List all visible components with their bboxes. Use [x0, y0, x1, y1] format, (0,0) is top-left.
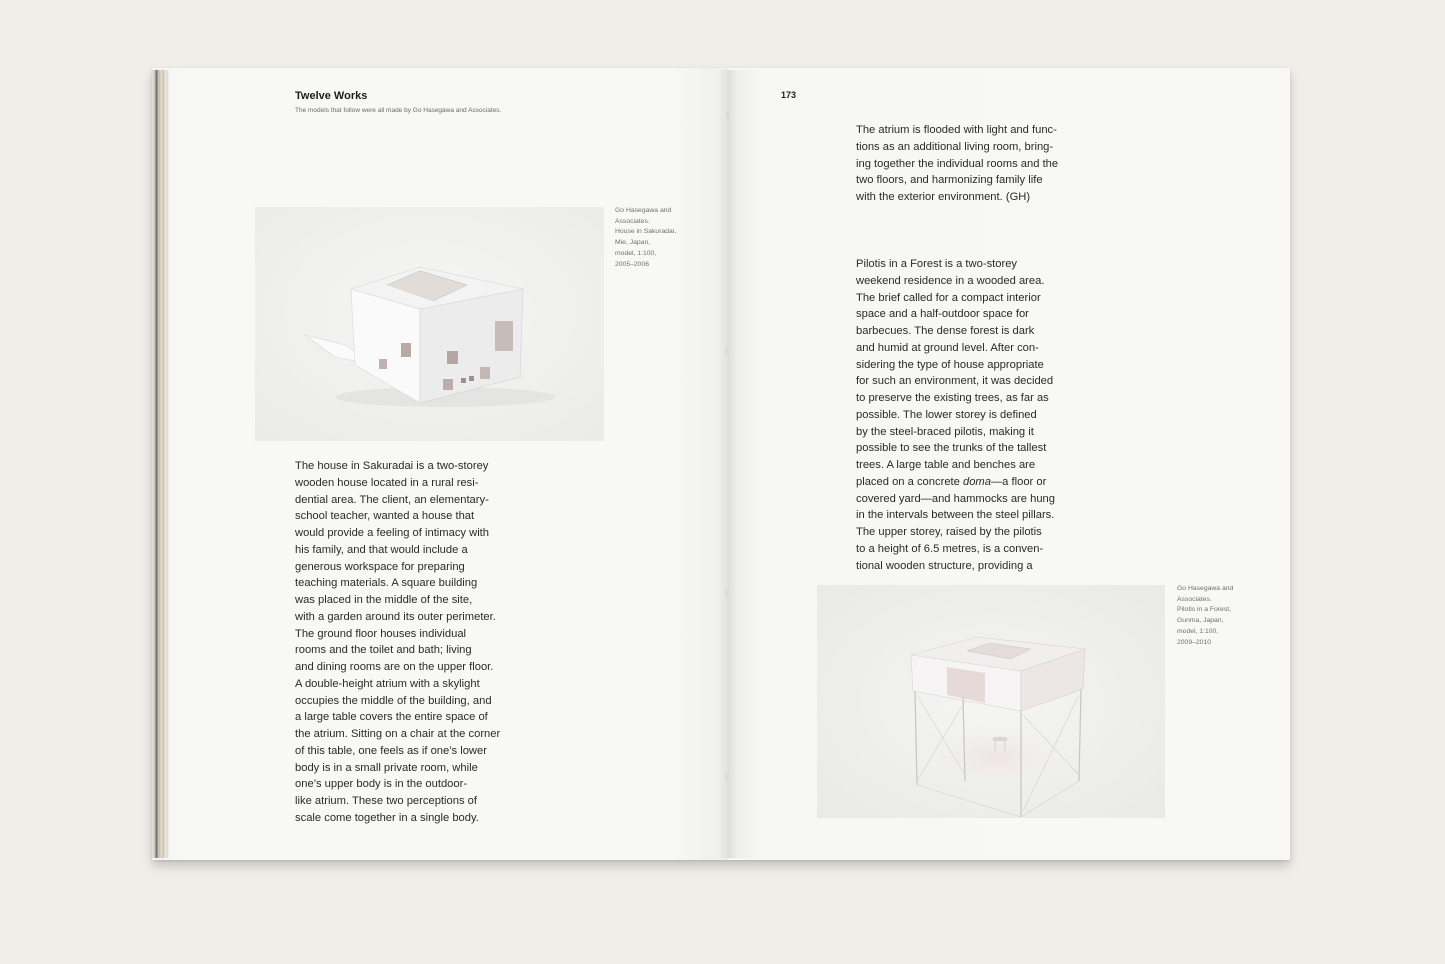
body-line: Pilotis in a Forest is a two-storey	[856, 258, 1018, 270]
body-line: with the exterior environment. (GH)	[856, 191, 1031, 203]
body-line: weekend residence in a wooded area.	[856, 274, 1045, 287]
body-line: of this table, one feels as if one’s lower	[295, 744, 487, 757]
body-line: one’s upper body is in the outdoor-	[295, 778, 468, 791]
sakuradai-body-text	[295, 458, 500, 827]
body-line: possible to see the trunks of the tallest	[856, 442, 1047, 455]
body-line: dential area. The client, an elementary-	[295, 493, 489, 506]
body-line: sidering the type of house appropriate	[856, 358, 1044, 371]
body-line: A double-height atrium with a skylight	[295, 677, 480, 690]
gutter-stitch	[726, 112, 729, 118]
body-line: would provide a feeling of intimacy with	[295, 527, 490, 539]
body-line: wooden house located in a rural resi-	[295, 476, 479, 489]
body-line: to a height of 6.5 metres, is a conven-	[856, 542, 1044, 555]
house-in-sakuradai-model-photo	[255, 207, 604, 441]
body-line: The ground floor houses individual	[295, 627, 467, 640]
pilotis-body-text	[856, 256, 1055, 574]
body-line: ing together the individual rooms and the	[856, 157, 1059, 170]
body-line: two floors, and harmonizing family life	[856, 174, 1043, 187]
body-line: scale come together in a single body.	[295, 811, 479, 824]
body-line: generous workspace for preparing	[295, 560, 465, 573]
body-line: covered yard—and hammocks are hung	[856, 492, 1055, 505]
house-in-sakuradai-caption: Go Hasegawa and Associates. House in Sakuradai, Mie, Japan, model, 1:100, 2005–2006	[615, 207, 677, 268]
body-line: by the steel-braced pilotis, making it	[856, 425, 1034, 438]
doma-line-after: —a floor or	[990, 475, 1047, 488]
body-line: The brief called for a compact interior	[856, 291, 1041, 304]
gutter-stitch	[726, 774, 729, 780]
body-line: the atrium. Sitting on a chair at the corner	[295, 728, 501, 740]
body-line: like atrium. These two perceptions of	[295, 795, 477, 807]
doma-italic-term: doma	[962, 475, 991, 488]
body-line: a large table covers the entire space of	[295, 711, 488, 724]
body-line: occupies the middle of the building, and	[295, 694, 492, 707]
doma-line-before: placed on a concrete	[856, 475, 963, 488]
body-line: with a garden around its outer perimeter.	[295, 610, 496, 623]
running-title: Twelve Works	[295, 90, 368, 102]
body-line: to preserve the existing trees, as far as	[856, 392, 1049, 404]
body-line: trees. A large table and benches are	[856, 459, 1036, 471]
body-line: The upper storey, raised by the pilotis	[856, 526, 1042, 538]
body-line: in the intervals between the steel pillars.	[856, 509, 1055, 522]
body-line: possible. The lower storey is defined	[856, 408, 1037, 421]
body-line: tions as an additional living room, bring-	[856, 140, 1054, 153]
body-line: barbecues. The dense forest is dark	[856, 325, 1035, 337]
body-line: space and a half-outdoor space for	[856, 308, 1029, 321]
body-line: and dining rooms are on the upper floor.	[295, 661, 494, 673]
atrium-continuation-text	[856, 122, 1058, 206]
body-line: The house in Sakuradai is a two-storey	[295, 460, 489, 472]
body-line: teaching materials. A square building	[295, 577, 478, 590]
pilotis-in-a-forest-caption: Go Hasegawa and Associates. Pilotis in a Forest, Gunma, Japan, model, 1:100, 2009–2010	[1177, 585, 1234, 646]
body-line: The atrium is flooded with light and func-	[856, 124, 1057, 136]
body-line: body is in a small private room, while	[295, 761, 478, 774]
book-gutter	[718, 70, 738, 858]
body-line: and humid at ground level. After con-	[856, 341, 1039, 354]
running-subtitle: The models that follow were all made by Go Hasegawa and Associates.	[295, 107, 502, 114]
gutter-stitch	[726, 348, 729, 354]
body-line: school teacher, wanted a house that	[295, 510, 475, 523]
body-line: rooms and the toilet and bath; living	[295, 644, 472, 657]
body-line: was placed in the middle of the site,	[295, 594, 473, 606]
body-line-doma	[856, 474, 1055, 491]
body-line: his family, and that would include a	[295, 543, 468, 556]
body-line: tional wooden structure, providing a	[856, 559, 1033, 572]
gutter-stitch	[726, 590, 729, 596]
body-line: for such an environment, it was decided	[856, 375, 1054, 388]
page-edges	[152, 70, 172, 858]
page-number: 173	[781, 90, 797, 100]
pilotis-in-a-forest-model-photo	[817, 585, 1165, 818]
